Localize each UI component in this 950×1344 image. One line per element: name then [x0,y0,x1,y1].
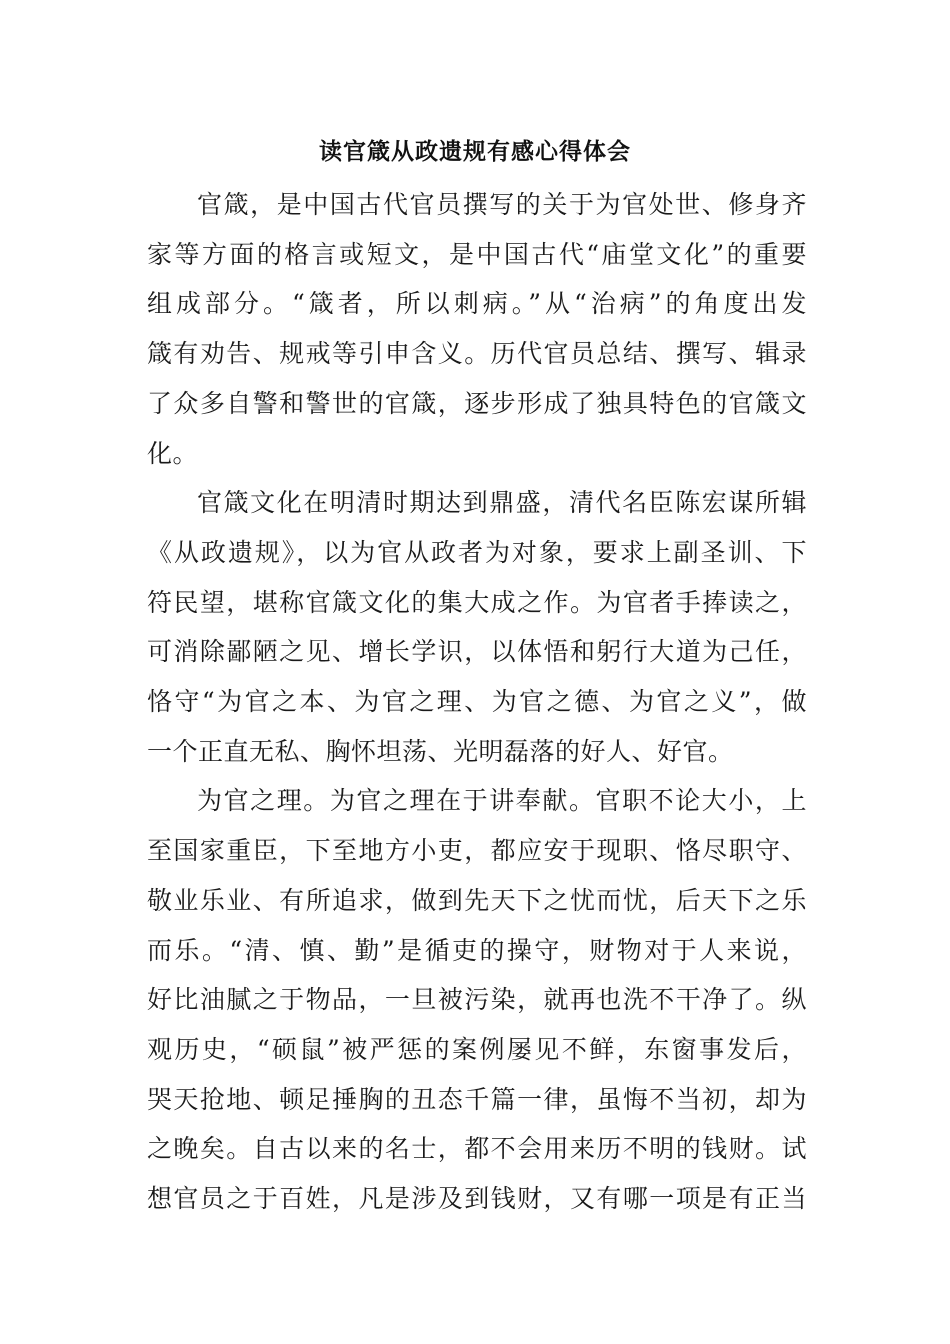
text-line: 组成部分。“箴者，所以刺病。”从“治病”的角度出发 [147,289,807,319]
document-title: 读官箴从政遗规有感心得体会 [319,138,631,165]
text-line: 敬业乐业、有所追求，做到先天下之忧而忧，后天下之乐 [147,885,807,915]
text-line: 为官之理。为官之理在于讲奉献。官职不论大小，上 [197,786,807,816]
paragraph-2 [147,478,807,776]
paragraph-1 [147,180,807,478]
paragraph-3 [147,776,807,1223]
text-line: 官箴，是中国古代官员撰写的关于为官处世、修身齐 [197,190,807,219]
text-line: 至国家重臣，下至地方小吏，都应安于现职、恪尽职守、 [147,836,807,866]
text-line: 想官员之于百姓，凡是涉及到钱财，又有哪一项是有正当 [147,1184,807,1214]
text-line: 而乐。“清、慎、勤”是循吏的操守，财物对于人来说， [147,935,807,965]
text-line: 恪守“为官之本、为官之理、为官之德、为官之义”，做 [147,687,807,717]
text-line: 好比油腻之于物品，一旦被污染，就再也洗不干净了。纵 [147,985,807,1015]
text-line: 箴有劝告、规戒等引申含义。历代官员总结、撰写、辑录 [147,339,807,369]
text-line: 化。 [147,438,199,468]
text-line: 观历史，“硕鼠”被严惩的案例屡见不鲜，东窗事发后， [147,1034,807,1064]
text-line: 了众多自警和警世的官箴，逐步形成了独具特色的官箴文 [147,388,807,418]
text-line: 符民望，堪称官箴文化的集大成之作。为官者手捧读之， [147,587,807,617]
text-line: 家等方面的格言或短文，是中国古代“庙堂文化”的重要 [147,239,807,269]
text-line: 一个正直无私、胸怀坦荡、光明磊落的好人、好官。 [147,736,734,766]
text-line: 《从政遗规》，以为官从政者为对象，要求上副圣训、下 [147,537,807,567]
text-line: 可消除鄙陋之见、增长学识，以体悟和躬行大道为己任， [147,637,807,667]
text-line: 之晚矣。自古以来的名士，都不会用来历不明的钱财。试 [147,1134,807,1164]
document-body [147,180,807,1224]
text-line: 哭天抢地、顿足捶胸的丑态千篇一律，虽悔不当初，却为 [147,1084,807,1114]
text-line: 官箴文化在明清时期达到鼎盛，清代名臣陈宏谋所辑 [197,488,807,518]
